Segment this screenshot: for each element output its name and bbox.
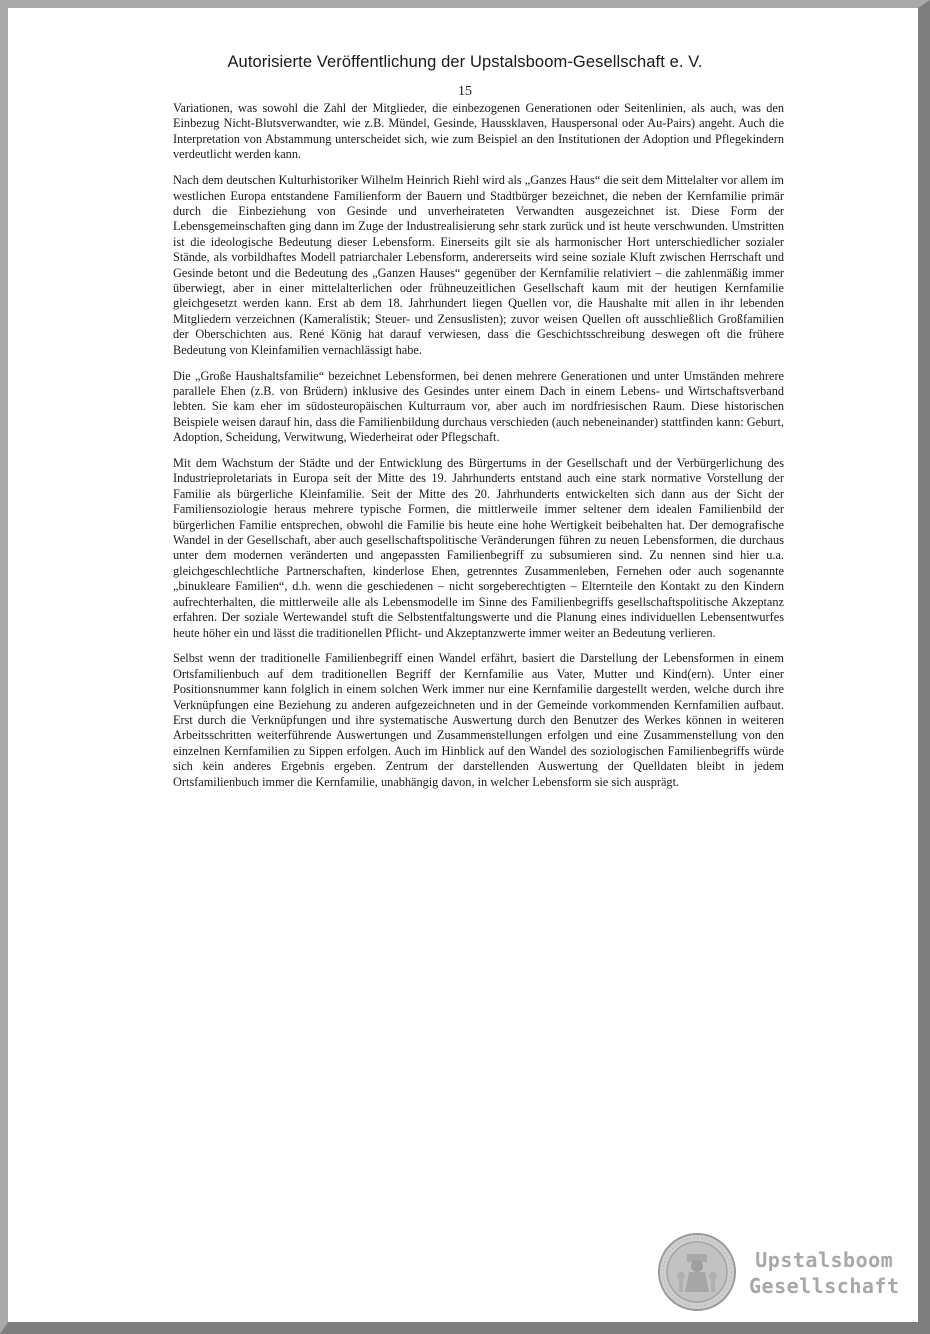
paragraph: Mit dem Wachstum der Städte und der Entwicklung des Bürgertums in der Gesellschaft und der Verbürgerlichung des Industrieproletariats in Europa seit der Mitte des 19. Jahrhunderts entstand auch eine stark normative Vorstellung der Familie als bürgerliche Kleinfamilie. Seit der Mitte des 20. Jahrhunderts entwickelten sich dann aus der Sicht der Familiensoziologie heraus mehrere typische Formen, die mittlerweile immer seltener dem idealen Familienbild der bürgerlichen Familie entsprechen, obwohl die Familie bis heute eine hohe Wertigkeit beibehalten hat. Der demografische Wandel in der Gesellschaft, aber auch gesellschaftspolitische Veränderungen führen zu neuen Lebensformen, die durchaus unter dem modernen veränderten und angepassten Familienbegriff zu subsumieren sind. Zu nennen sind hier u.a. gleichgeschlechtliche Partnerschaften, kinderlose Ehen, getrenntes Zusammenleben, Fernehen oder auch sogenannte „binukleare Familien“, d.h. wenn die geschiedenen – nicht sorgeberechtigten – Elternteile den Kontakt zu den Kindern aufrechterhalten, die mittlerweile alle als Lebensmodelle im Sinne des Familienbegriffs gesellschaftspolitische Akzeptanz erfahren. Der soziale Wertewandel stuft die Selbstentfaltungswerte und die Planung eines individuellen Lebensentwurfes heute höher ein und lässt die traditionellen Pflicht- und Akzeptanzwerte immer weiter an Bedeutung verlieren. [173, 456, 784, 640]
brand-line-2: Gesellschaft [749, 1274, 900, 1298]
brand-line-1: Upstalsboom [755, 1248, 894, 1272]
seal-icon [657, 1232, 737, 1312]
paragraph: Nach dem deutschen Kulturhistoriker Wilhelm Heinrich Riehl wird als „Ganzes Haus“ die seit dem Mittelalter vor allem im westlichen Europa entstandene Familienform der Bauern und Stadtbürger bezeichnet, die neben der Kernfamilie primär durch die Einbeziehung von Gesinde und unverheirateten Verwandten ausgezeichnet ist. Diese Form der Lebensgemeinschaften ging dann im Zuge der Industrealisierung sehr stark zurück und ist heute verschwunden. Umstritten ist die ideologische Bedeutung dieser Lebensform. Einerseits gilt sie als harmonischer Hort unterschiedlicher sozialer Stände, als vorbildhaftes Modell patriarchaler Lebensform, andererseits wird seine soziale Kluft zwischen Herrschaft und Gesinde betont und die Bedeutung des „Ganzen Hauses“ gegenüber der Kernfamilie relativiert – die zahlenmäßig immer überwiegt, aber in einer mittelalterlichen oder frühneuzeitlichen Gesellschaft kaum mit der heutigen Kernfamilie gleichgesetzt werden kann. Erst ab dem 18. Jahrhundert liegen Quellen vor, die Haushalte mit allen in ihr lebenden Mitgliedern verzeichnen (Kameralistik; Steuer- und Zensuslisten); zuvor weisen Quellen oft ausschließlich Großfamilien der Oberschichten aus. René König hat darauf verwiesen, dass die Geschichtsschreibung deswegen oft die frühere Bedeutung von Kleinfamilien vernachlässigt habe. [173, 173, 784, 357]
brand-wordmark [749, 1247, 900, 1299]
body-text [173, 101, 784, 801]
page-number: 15 [458, 84, 472, 99]
paragraph: Variationen, was sowohl die Zahl der Mitglieder, die einbezogenen Generationen oder Seitenlinien, als auch, was den Einbezug Nicht-Blutsverwandter, wie z.B. Mündel, Gesinde, Haussklaven, Hauspersonal oder Au-Pairs) angeht. Auch die Interpretation von Abstammung unterscheidet sich, wie zum Beispiel an den Institutionen der Adoption und Pflegekindern verdeutlicht werden kann. [173, 101, 784, 162]
paragraph: Selbst wenn der traditionelle Familienbegriff einen Wandel erfährt, basiert die Darstellung der Lebensformen in einem Ortsfamilienbuch auf dem traditionellen Begriff der Kernfamilie aus Vater, Mutter und Kind(ern). Unter einer Positionsnummer kann folglich in einem solchen Werk immer nur eine Kernfamilie dargestellt werden, welche durch ihre Verknüpfungen eine Beziehung zu anderen aufgezeichneten und in der Gemeinde vorkommenden Kernfamilien aufbaut. Erst durch die Verknüpfungen und ihre systematische Auswertung durch den Benutzer des Werkes können in weiteren Arbeitsschritten weiterführende Auswertungen und Zusammenstellungen erfolgen und eine Zusammenstellung von den einzelnen Kernfamilien zu Sippen erfolgen. Auch im Hinblick auf den Wandel des soziologischen Familienbegriffs würde sich kein anderes Ergebnis ergeben. Zentrum der darstellenden Auswertung der Quelldaten bleibt in jedem Ortsfamilienbuch immer die Kernfamilie, unabhängig davon, in welcher Lebensform sie sich ausprägt. [173, 651, 784, 789]
header-title: Autorisierte Veröffentlichung der Upstalsboom-Gesellschaft e. V. [227, 53, 703, 71]
paragraph: Die „Große Haushaltsfamilie“ bezeichnet Lebensformen, bei denen mehrere Generationen und unter Umständen mehrere parallele Ehen (z.B. von Brüdern) inklusive des Gesindes unter einem Dach in einem Lebens- und Wirtschaftsverband lebten. Sie kam eher im südosteuropäischen Kulturraum vor, aber auch im nordfriesischen Raum. Diese historischen Beispiele weisen darauf hin, dass die Familienbildung durchaus verschieden (auch nebeneinander) stattfinden kann: Geburt, Adoption, Scheidung, Verwitwung, Wiederheirat oder Pflegschaft. [173, 368, 784, 445]
